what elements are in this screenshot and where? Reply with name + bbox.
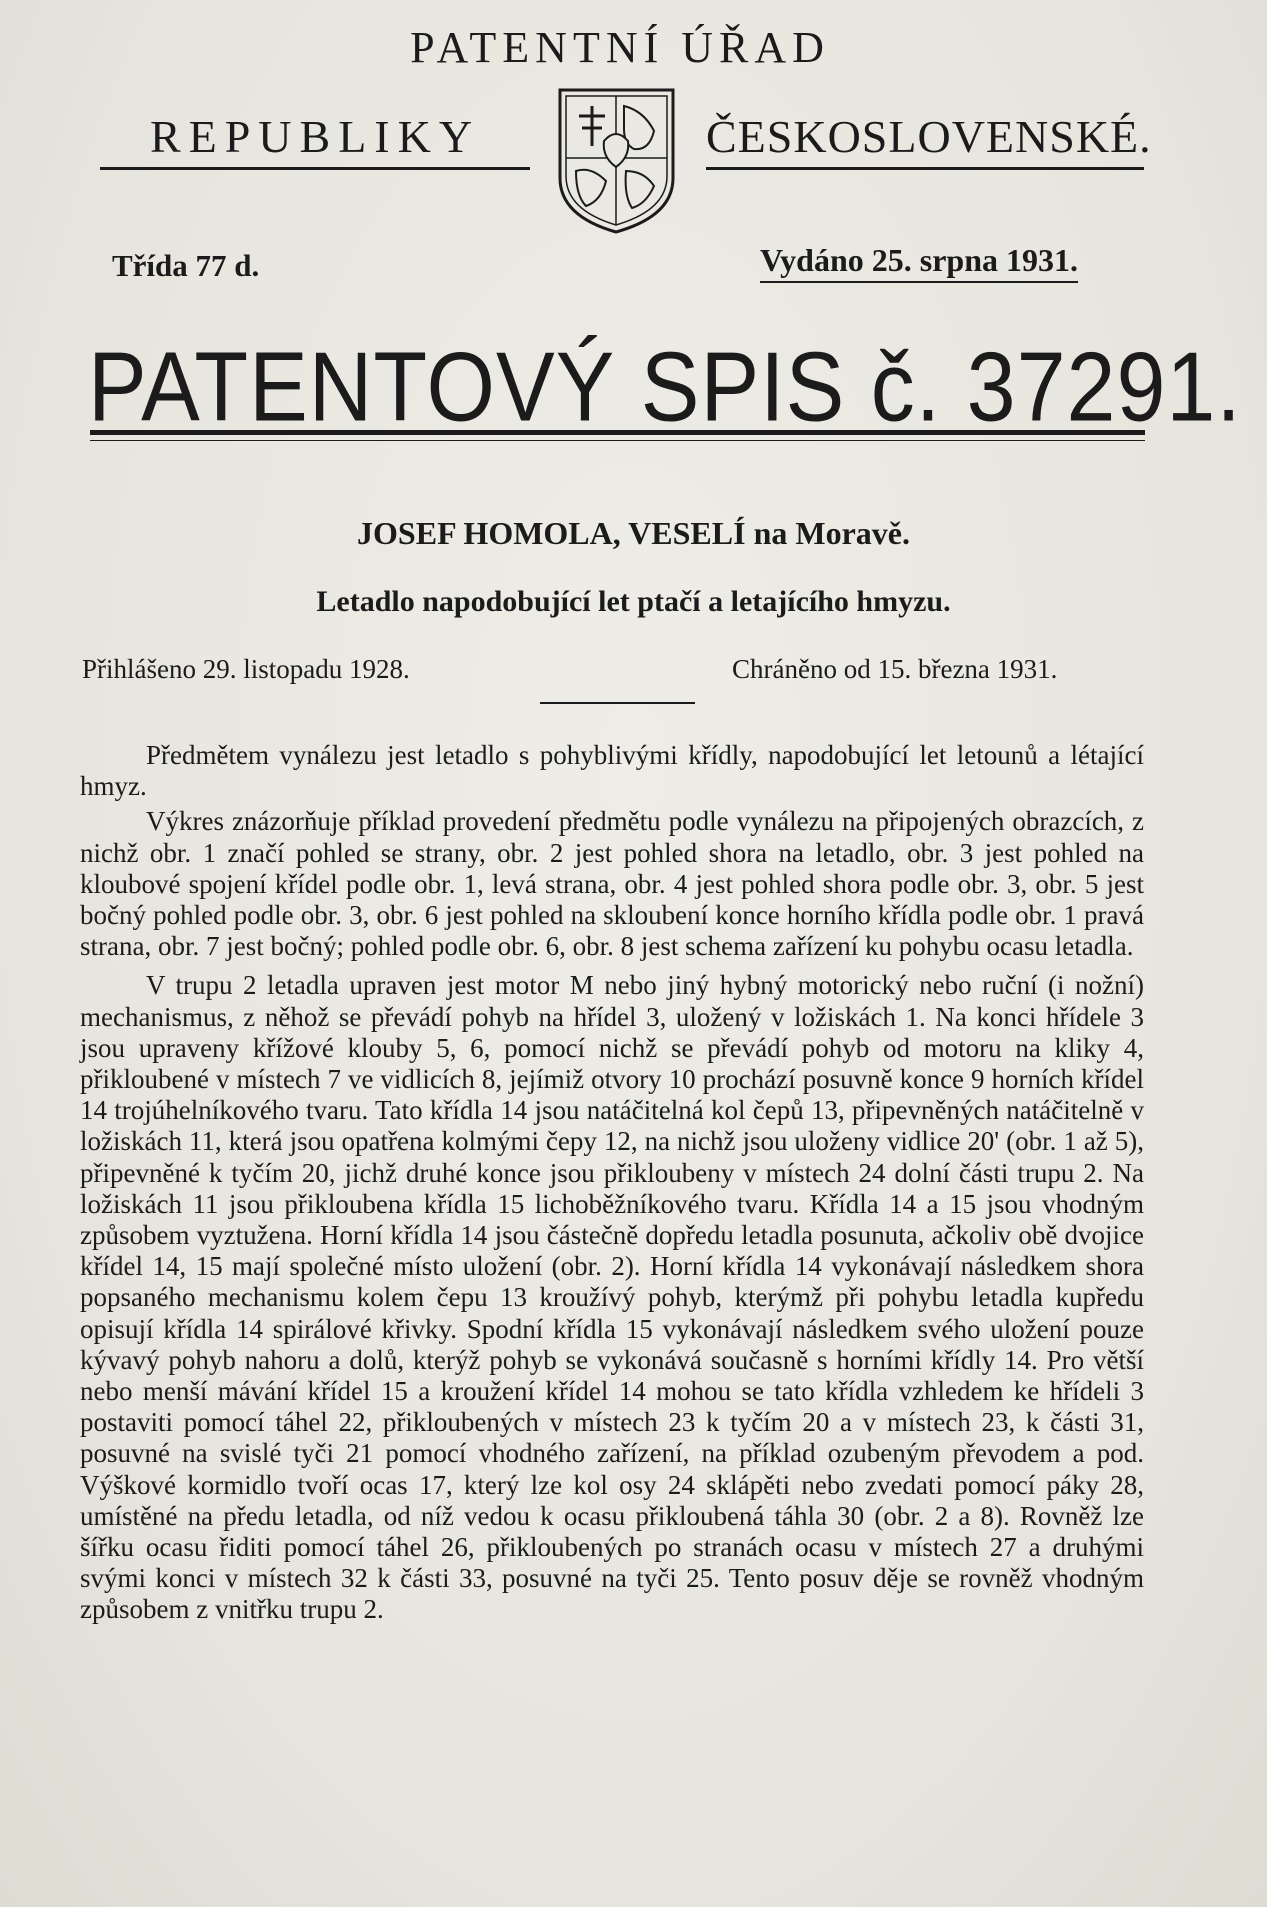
patent-class: Třída 77 d. [112, 248, 260, 283]
title-divider [90, 430, 1145, 435]
issue-date: Vydáno 25. srpna 1931. [760, 242, 1078, 283]
office-left-word: REPUBLIKY [100, 110, 530, 170]
paragraph-2: Výkres znázorňuje příklad provedení předmětu podle vynálezu na připojených obrazcích, z nichž obr. 1 značí pohled se strany, obr. 2 jest pohled shora na letadlo, obr. 3 jest pohled na kloubové spojení křídel podle obr. 1, levá strana, obr. 4 jest pohled shora podle obr. 3, obr. 5 jest bočný pohled podle obr. 3, obr. 6 jest pohled na skloubení konce horního křídla podle obr. 1 pravá strana, obr. 7 jest bočný; pohled podle obr. 6, obr. 8 jest schema zařízení ku pohybu ocasu letadla. [80, 806, 1144, 962]
coat-of-arms-icon [554, 86, 679, 236]
title-divider-thin [90, 440, 1145, 441]
protected-date: Chráněno od 15. března 1931. [732, 654, 1058, 684]
patent-subject: Letadlo napodobující let ptačí a letajícího hmyzu. [316, 585, 951, 618]
filed-date: Přihlášeno 29. listopadu 1928. [82, 654, 410, 684]
page-title: PATENTOVÝ SPIS č. 37291. [88, 331, 1242, 442]
paragraph-1: Předmětem vynálezu jest letadlo s pohyblivými křídly, napodobující let letounů a létající hmyz. [80, 740, 1144, 802]
inventor-name: JOSEF HOMOLA, VESELÍ na Moravě. [357, 515, 910, 551]
office-title: PATENTNÍ ÚŘAD [410, 23, 830, 72]
office-right-word: ČESKOSLOVENSKÉ. [706, 110, 1144, 170]
section-divider [540, 702, 695, 704]
paragraph-3: V trupu 2 letadla upraven jest motor M nebo jiný hybný motorický nebo ruční (i nožní) mechanismus, z něhož se převádí pohyb na hřídel 3, uložený v ložiskách 1. Na konci hřídele 3 jsou upraveny křížové klouby 5, 6, pomocí nichž se převádí pohyb od motoru na kliky 4, přikloubené v místech 7 ve vidlicích 8, jejímiž otvory 10 prochází posuvně konce 9 horních křídel 14 trojúhelníkového tvaru. Tato křídla 14 jsou natáčitelná kol čepů 13, připevněných natáčitelně v ložiskách 11, která jsou opatřena kolmými čepy 12, na nichž jsou uloženy vidlice 20' (obr. 1 až 5), připevněné k tyčím 20, jichž druhé konce jsou přikloubeny v místech 24 dolní části trupu 2. Na ložiskách 11 jsou přikloubena křídla 15 lichoběžníkového tvaru. Křídla 14 a 15 jsou vhodným způsobem vyztužena. Horní křídla 14 jsou částečně dopředu letadla posunuta, ačkoliv obě dvojice křídel 14, 15 mají společné místo uložení (obr. 2). Horní křídla 14 vykonávají následkem shora popsaného mechanismu kolem čepu 13 kroužívý pohyb, kterýmž při pohybu letadla kupředu opisují křídla 14 spirálové křivky. Spodní křídla 15 vykonávají následkem svého uložení pouze kývavý pohyb nahoru a dolů, kterýž pohyb se vykonává současně s horními křídly 14. Pro větší nebo menší mávání křídel 15 a kroužení křídel 14 mohou se tato křídla vzhledem ke hřídeli 3 postaviti pomocí táhel 22, přikloubených v místech 23 k tyčím 20 a v místech 23, k části 31, posuvné na svislé tyči 21 pomocí vhodného zařízení, na příklad ozubeným převodem a pod. Výškové kormidlo tvoří ocas 17, který lze kol osy 24 sklápěti nebo zvedati pomocí páky 28, umístěné na předu letadla, od níž vedou k ocasu přikloubená táhla 30 (obr. 2 a 8). Rovněž lze šířku ocasu řiditi pomocí táhel 26, přikloubených po stranách ocasu v místech 27 a druhými svými konci v místech 32 k části 33, posuvné na tyči 25. Tento posuv děje se rovněž vhodným způsobem z vnitřku trupu 2. [80, 970, 1144, 1625]
patent-body [80, 740, 1144, 1634]
